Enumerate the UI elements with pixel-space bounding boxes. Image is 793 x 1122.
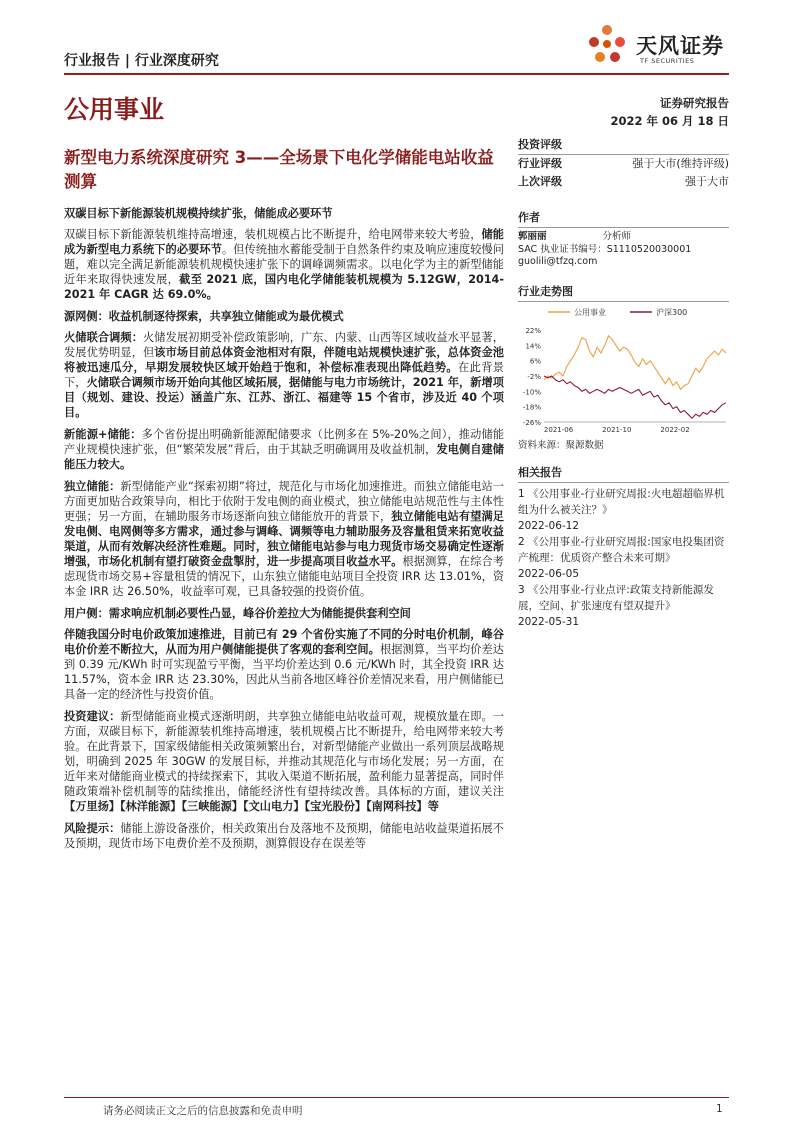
series-line <box>544 335 726 389</box>
legend-label: 沪深300 <box>656 307 688 317</box>
y-tick-label: -18% <box>522 403 541 412</box>
paragraph: 新能源+储能：多个省份提出明确新能源配储要求（比例多在 5%-20%之间），推动储能产业规模快速扩张，但“繁荣发展”背后，由于其缺乏明确调用及收益机制，发电侧自建储能压力较大。 <box>64 428 505 471</box>
industry-rating: 行业评级 强于大市(维持评级) <box>518 157 729 170</box>
report-type: 证券研究报告 <box>660 96 729 110</box>
author-cert: SAC 执业证书编号：S1110520030001 <box>518 243 692 255</box>
page-number: 1 <box>716 1103 723 1115</box>
legend-label: 公用事业 <box>574 307 606 317</box>
related-report-2[interactable]: 2 《公用事业-行业研究周报:国家电投集团资产梳理：优质资产整合未来可期》 2022-06-05 <box>518 536 725 580</box>
section-heading: 用户侧：需求响应机制必要性凸显，峰谷价差拉大为储能提供套利空间 <box>64 607 411 620</box>
paragraph: 投资建议：新型储能商业模式逐渐明朗，共享独立储能电站收益可观，规模放量在即。一方面，双碳目标下，新能源装机维持高增速，装机规模占比不断提升，给电网带来较大考验。在此背景下，国家级储能相关政策频繁出台，对新型储能产业做出一系列顶层战略规划，明确到 2025 年 30GW 的发展目标，并推动其规范化与市场化发展；另一方面，在近年来对储能商业模式的持续探索下，其收入渠道不断拓展，盈利能力显著提高，同时伴随政策端补偿机制等的陆续推出，储能经济性有望持续改善。具体标的方面，建议关注【万里扬】【林洋能源】【三峡能源】【文山电力】【宝光股份】【南网科技】等 <box>64 710 504 813</box>
footer-disclaimer: 请务必阅读正文之后的信息披露和免责申明 <box>103 1105 303 1117</box>
report-date: 2022 年 06 月 18 日 <box>610 114 729 128</box>
section-heading: 源网侧：收益机制逐待探索，共享独立储能或为最优模式 <box>64 310 344 323</box>
trend-heading: 行业走势图 <box>518 283 729 302</box>
paragraph: 双碳目标下新能源装机维持高增速，装机规模占比不断提升，给电网带来较大考验，储能成为新型电力系统下的必要环节。但传统抽水蓄能受制于自然条件约束及响应速度较慢问题，难以完全满足新能源装机规模快速扩张下的调峰调频需求。以电化学为主的新型储能近年来取得快速发展，截至 2021 底，国内电化学储能装机规模为 5.12GW，2014-2021 年 CAGR 达 69.0%。 <box>64 228 504 301</box>
x-tick-label: 2022-02 <box>660 425 690 434</box>
footer-divider <box>64 1097 729 1098</box>
report-body <box>64 206 504 858</box>
chart-source: 资料来源：聚源数据 <box>518 439 604 451</box>
paragraph: 伴随我国分时电价政策加速推进，目前已有 29 个省份实施了不同的分时电价机制，峰谷电价价差不断拉大，从而为用户侧储能提供了客观的套利空间。根据测算，当平均价差达到 0.39 元/KWh 时可实现盈亏平衡，当平均价差达到 0.6 元/KWh 时，其全投资 IRR 达 11.57%，资本金 IRR 达 23.30%，因此从当前各地区峰谷价差情况来看，用户侧储能已具备一定的经济性与投资价值。 <box>64 628 504 701</box>
related-heading: 相关报告 <box>518 464 729 483</box>
x-tick-label: 2021-10 <box>602 425 632 434</box>
header-divider <box>64 73 729 75</box>
paragraph: 风险提示：储能上游设备涨价，相关政策出台及落地不及预期，储能电站收益渠道拓展不及预期，现货市场下电费价差不及预期，测算假设存在误差等 <box>64 822 504 850</box>
related-report-1[interactable]: 1 《公用事业-行业研究周报:火电超超临界机组为什么被关注？》 2022-06-12 <box>518 488 725 532</box>
sidebar <box>518 94 729 630</box>
y-tick-label: -26% <box>522 418 541 427</box>
y-tick-label: 6% <box>529 357 541 366</box>
y-tick-label: 14% <box>525 341 541 350</box>
x-tick-label: 2021-06 <box>543 425 574 434</box>
paragraph: 火储联合调频：火储发展初期受补偿政策影响，广东、内蒙、山西等区域收益水平显著，发展优势明显，但该市场目前总体资金池相对有限，伴随电站规模快速扩张，总体资金池将被迅速瓜分，早期发展较快区域开始趋于饱和，补偿标准表现出降低趋势。在此背景下，火储联合调频市场开始向其他区域拓展，据储能与电力市场统计，2021 年，新增项目（规划、建设、投运）涵盖广东、江苏、浙江、福建等 15 个省市，涉及近 40 个项目。 <box>64 331 504 419</box>
rating-heading: 投资评级 <box>518 136 729 155</box>
report-title: 新型电力系统深度研究 3——全场景下电化学储能电站收益测算 <box>64 148 494 191</box>
logo-name: 天风证券 <box>636 34 724 58</box>
series-line <box>544 376 726 418</box>
report-category: 行业报告 | 行业深度研究 <box>64 53 219 69</box>
author-heading: 作者 <box>518 209 729 228</box>
section-heading: 双碳目标下新能源装机规模持续扩张，储能成必要环节 <box>64 207 333 220</box>
related-report-3[interactable]: 3 《公用事业-行业点评:政策支持新能源发展，空间、扩张速度有望双提升》 2022-05-31 <box>518 584 714 628</box>
trend-chart <box>518 302 729 437</box>
y-tick-label: -2% <box>527 372 541 381</box>
tf-logo-icon <box>584 22 630 68</box>
logo-english: TF SECURITIES <box>640 57 695 65</box>
sector-title: 公用事业 <box>64 95 165 124</box>
last-rating: 上次评级 强于大市 <box>518 175 729 188</box>
author-email[interactable]: guolili@tfzq.com <box>518 256 598 267</box>
author-line: 郭丽丽 分析师 <box>518 231 632 242</box>
y-tick-label: 22% <box>525 326 541 335</box>
y-tick-label: -10% <box>522 387 541 396</box>
paragraph: 独立储能：新型储能产业“探索初期”将过，规范化与市场化加速推进。而独立储能电站一方面更加贴合政策导向，相比于依附于发电侧的商业模式，独立储能电站规范性与主体性更强；另一方面，在辅助服务市场逐渐向独立储能放开的背景下，独立储能电站有望满足发电侧、电网侧等多方需求，通过参与调峰、调频等电力辅助服务及容量租赁来拓宽收益渠道，从而有效解决经济性难题。同时，独立储能电站参与电力现货市场交易确定性逐渐增强，市场化机制有望打破资金盘掣肘，进一步提高项目收益水平。根据测算，在综合考虑现货市场交易+容量租赁的情况下，山东独立储能电站项目全投资 IRR 达 13.01%，资本金 IRR 达 26.50%，收益率可观，已具备较强的投资价值。 <box>64 480 504 598</box>
